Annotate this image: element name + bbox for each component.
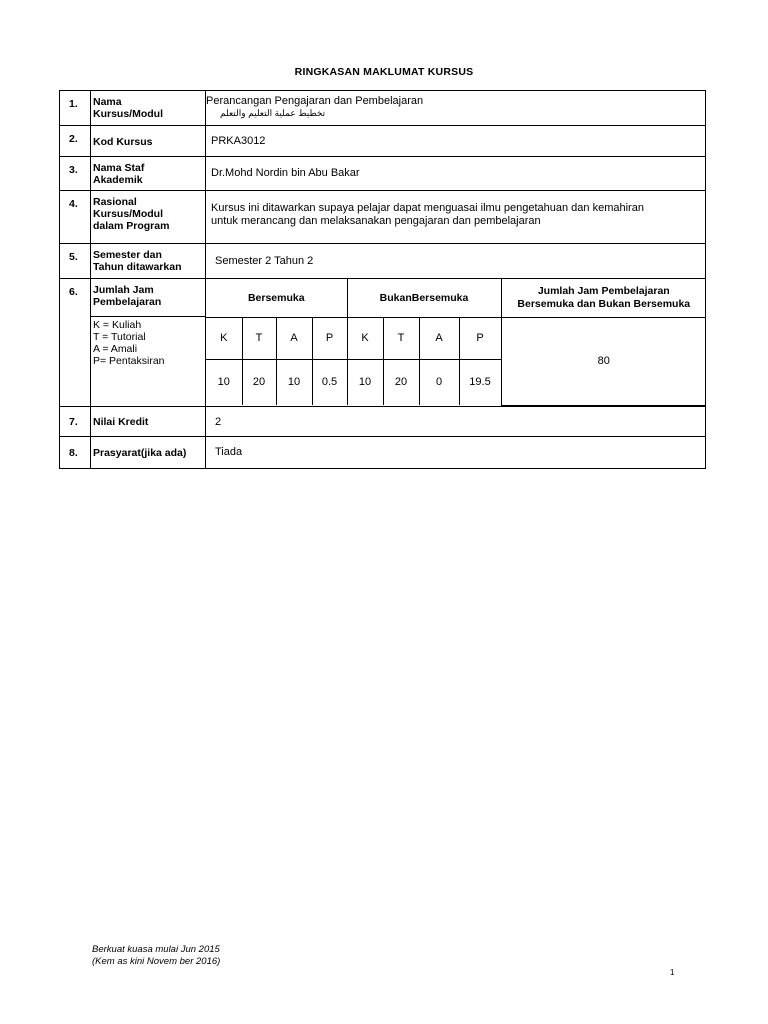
code-t-nonface: T xyxy=(383,317,419,359)
hours-a-nonface: 0 xyxy=(419,359,459,405)
prerequisite-value: Tiada xyxy=(215,445,243,458)
row-label xyxy=(91,91,206,126)
row-label: Prasyarat(jika ada) xyxy=(91,436,206,468)
row-value xyxy=(206,157,706,191)
row-value xyxy=(206,244,706,279)
page-number: 1 xyxy=(670,968,675,977)
label-line: Semester dan xyxy=(93,249,162,261)
label-line: Rasional xyxy=(93,196,137,208)
legend-item: K = Kuliah xyxy=(93,319,142,331)
revision-date: (Kem as kini Novem ber 2016) xyxy=(92,956,221,967)
row-number: 7. xyxy=(60,406,91,436)
total-hours-value: 80 xyxy=(501,317,706,405)
code-a-nonface: A xyxy=(419,317,459,359)
code-a-face: A xyxy=(276,317,312,359)
row-number: 2. xyxy=(60,126,91,157)
hours-grid-cell xyxy=(206,279,706,407)
total-header-line: Bersemuka dan Bukan Bersemuka xyxy=(517,297,691,310)
course-code: PRKA3012 xyxy=(211,135,266,147)
row-credit-value xyxy=(60,406,706,436)
row-label xyxy=(91,157,206,191)
row-prerequisite xyxy=(60,436,706,468)
row-number: 8. xyxy=(60,436,91,468)
row-value xyxy=(206,406,706,436)
row-value xyxy=(206,436,706,468)
label-line: Kursus/Modul xyxy=(93,108,163,120)
hours-p-face: 0.5 xyxy=(312,359,347,405)
row-rationale xyxy=(60,191,706,244)
rationale-text xyxy=(211,191,705,228)
row-value xyxy=(206,191,706,244)
credit-value: 2 xyxy=(215,415,222,428)
row-course-code xyxy=(60,126,706,157)
label-line: Tahun ditawarkan xyxy=(93,261,182,273)
row-label xyxy=(91,244,206,279)
row-label xyxy=(91,191,206,244)
hours-t-nonface: 20 xyxy=(383,359,419,405)
label-line: Jumlah Jam xyxy=(93,284,154,296)
row-course-name xyxy=(60,91,706,126)
semester-year: Semester 2 Tahun 2 xyxy=(215,255,314,267)
row-number: 4. xyxy=(60,191,91,244)
course-name: Perancangan Pengajaran dan Pembelajaran xyxy=(206,95,424,107)
face-to-face-header: Bersemuka xyxy=(206,279,347,317)
total-hours-header xyxy=(501,279,706,317)
code-p-face: P xyxy=(312,317,347,359)
hours-k-face: 10 xyxy=(206,359,242,405)
row-label: Nilai Kredit xyxy=(91,406,206,436)
code-p-nonface: P xyxy=(459,317,501,359)
row-value xyxy=(206,91,706,126)
hours-a-face: 10 xyxy=(276,359,312,405)
row-learning-hours xyxy=(60,279,706,407)
hours-t-face: 20 xyxy=(242,359,276,405)
total-header-line: Jumlah Jam Pembelajaran xyxy=(537,284,670,297)
legend-item: A = Amali xyxy=(93,343,138,355)
hours-k-nonface: 10 xyxy=(347,359,383,405)
row-value xyxy=(206,126,706,157)
footer-note xyxy=(92,944,220,968)
hours-legend xyxy=(91,317,205,367)
hours-p-nonface: 19.5 xyxy=(459,359,501,405)
effective-date: Berkuat kuasa mulai Jun 2015 xyxy=(92,944,220,955)
row-semester xyxy=(60,244,706,279)
label-line: dalam Program xyxy=(93,220,170,232)
row-number: 3. xyxy=(60,157,91,191)
course-name-arabic: تخطيط عملية التعليم والتعلم xyxy=(220,108,326,118)
code-k-face: K xyxy=(206,317,242,359)
label-line: Akademik xyxy=(93,174,143,186)
hours-grid xyxy=(206,279,706,406)
label-line: Nama xyxy=(93,96,122,108)
label-line: Kursus/Modul xyxy=(93,208,163,220)
row-label xyxy=(91,279,206,407)
row-number: 5. xyxy=(60,244,91,279)
hours-label xyxy=(91,279,205,317)
course-summary-table xyxy=(59,90,706,469)
label-line: Pembelajaran xyxy=(93,296,162,308)
row-academic-staff xyxy=(60,157,706,191)
legend-item: P= Pentaksiran xyxy=(93,355,165,367)
document-title: RINGKASAN MAKLUMAT KURSUS xyxy=(294,66,474,78)
code-k-nonface: K xyxy=(347,317,383,359)
legend-item: T = Tutorial xyxy=(93,331,146,343)
label-line: Nama Staf xyxy=(93,162,145,174)
row-number: 6. xyxy=(60,279,91,407)
non-face-to-face-header: BukanBersemuka xyxy=(347,279,501,317)
academic-staff: Dr.Mohd Nordin bin Abu Bakar xyxy=(211,167,360,179)
rationale-line: Kursus ini ditawarkan supaya pelajar dapat menguasai ilmu pengetahuan dan kemahiran xyxy=(211,202,644,214)
row-label: Kod Kursus xyxy=(91,126,206,157)
rationale-line: untuk merancang dan melaksanakan pengajaran dan pembelajaran xyxy=(211,215,541,227)
row-number: 1. xyxy=(60,91,91,126)
code-t-face: T xyxy=(242,317,276,359)
